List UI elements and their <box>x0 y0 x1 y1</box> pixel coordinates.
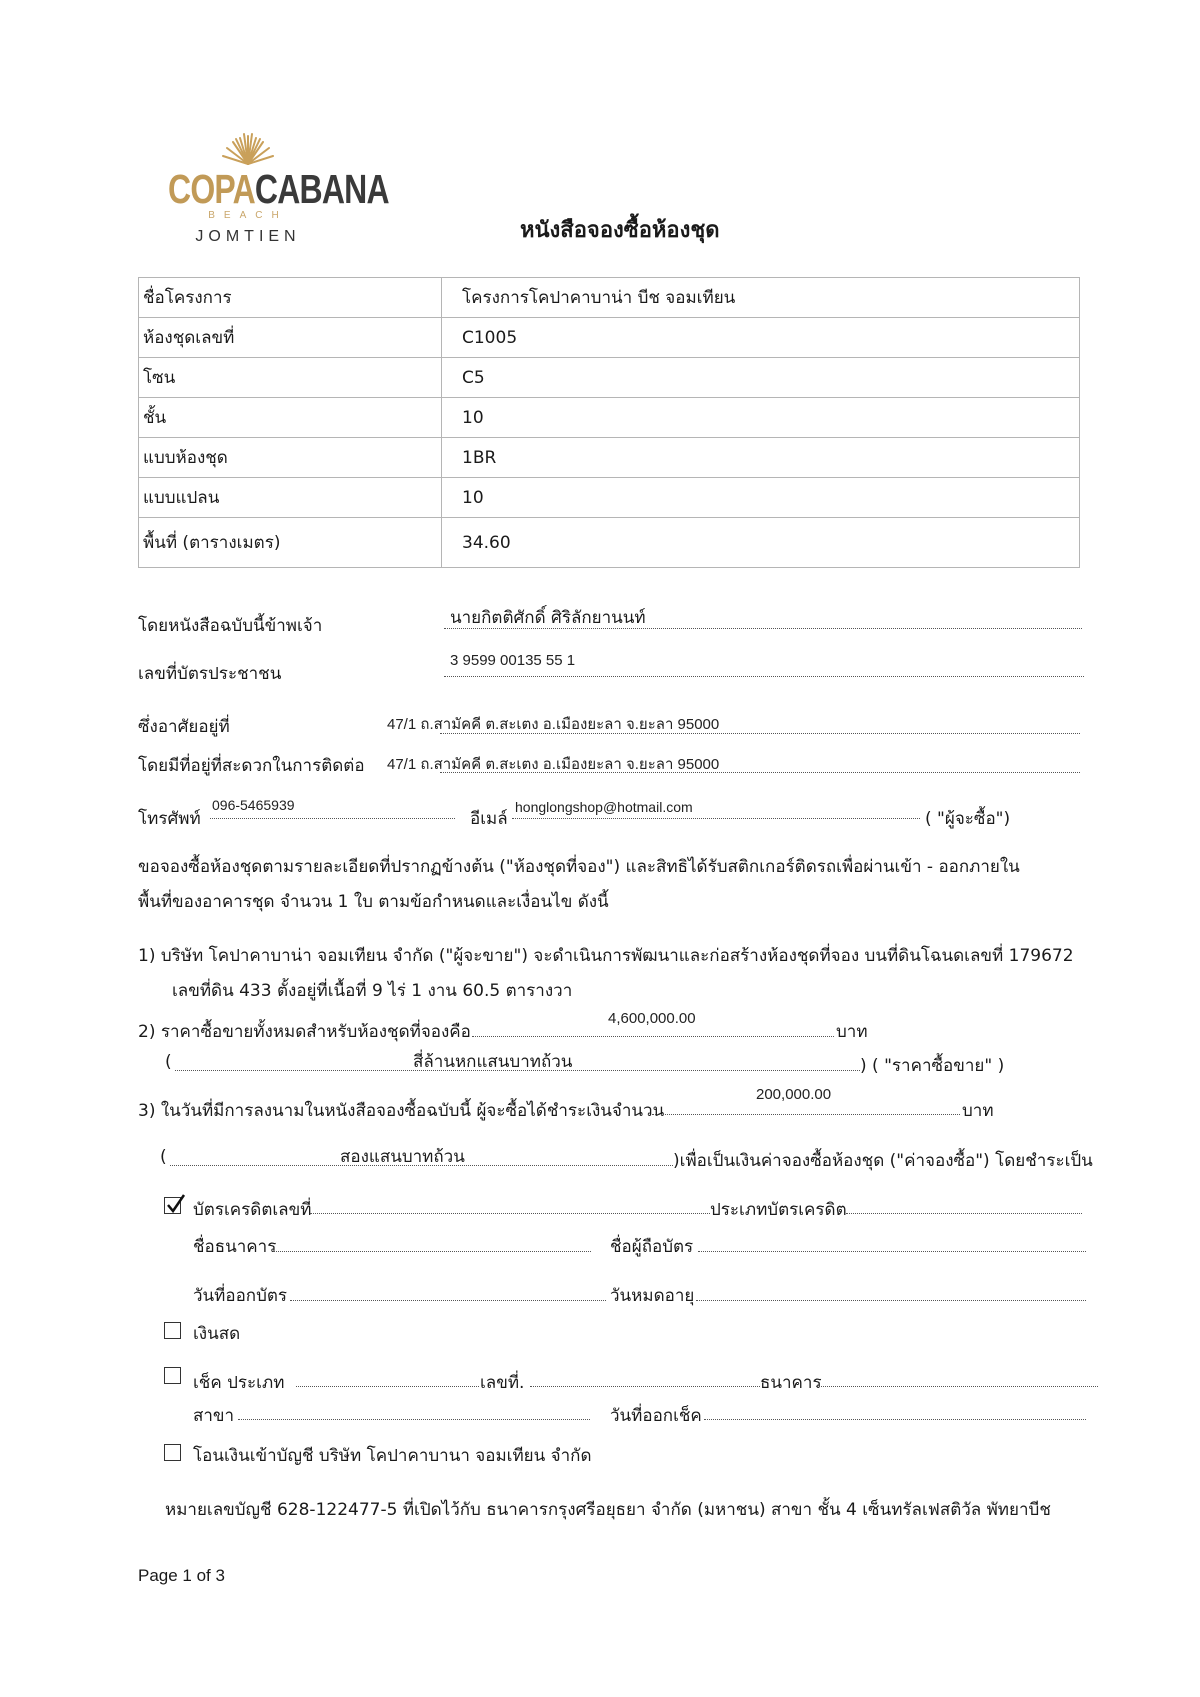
email-dotted-line <box>512 818 920 819</box>
cheque-checkbox[interactable] <box>164 1367 181 1384</box>
unit-info-table <box>138 277 1080 568</box>
row-label: ห้องชุดเลขที่ <box>139 318 442 358</box>
bank-name-field[interactable] <box>273 1251 591 1252</box>
bank-name-label: ชื่อธนาคาร <box>193 1237 277 1257</box>
contact-address-label: โดยมีที่อยู่ที่สะดวกในการติดต่อ <box>138 756 365 776</box>
deposit-amount: 200,000.00 <box>756 1086 832 1103</box>
credit-card-label: บัตรเครดิตเลขที่ <box>193 1200 312 1220</box>
cheque-bank-label: ธนาคาร <box>760 1373 822 1393</box>
card-number-field[interactable] <box>310 1213 710 1214</box>
cash-label: เงินสด <box>193 1324 241 1344</box>
total-price-amount: 4,600,000.00 <box>608 1010 696 1027</box>
cheque-branch-field[interactable] <box>238 1419 590 1420</box>
row-value: โครงการโคปาคาบาน่า บีช จอมเทียน <box>442 278 1080 318</box>
card-issue-date-field[interactable] <box>290 1300 606 1301</box>
phone-dotted-line <box>210 818 455 819</box>
table-row <box>139 318 1080 358</box>
contact-address-dotted-line <box>440 772 1080 773</box>
logo-location-text: JOMTIEN <box>195 228 301 245</box>
bank-account-note: หมายเลขบัญชี 628-122477-5 ที่เปิดไว้กับ ธนาคารกรุงศรีอยุธยา จำกัด (มหาชน) สาขา ชั้น 4 เซ็นทรัลเฟสติวัล พัทยาบีช <box>165 1500 1051 1520</box>
credit-card-checkbox[interactable] <box>164 1197 181 1214</box>
card-expiry-label: วันหมดอายุ <box>610 1286 695 1306</box>
card-type-label: ประเภทบัตรเครดิต <box>710 1200 847 1220</box>
buyer-name-value: นายกิตติศักดิ์ ศิริลักยานนท์ <box>450 608 646 628</box>
cheque-branch-label: สาขา <box>193 1406 235 1426</box>
address-dotted-line <box>440 733 1080 734</box>
row-value: 1BR <box>442 438 1080 478</box>
id-card-dotted-line <box>444 676 1084 677</box>
row-label: โซน <box>139 358 442 398</box>
deposit-dotted-line <box>652 1114 960 1115</box>
deposit-purpose-text: )เพื่อเป็นเงินค่าจองซื้อห้องชุด ("ค่าจองซื้อ") โดยชำระเป็น <box>673 1151 1093 1171</box>
id-card-value: 3 9599 00135 55 1 <box>450 652 576 669</box>
checkmark-icon <box>166 1193 186 1215</box>
address-label: ซึ่งอาศัยอยู่ที่ <box>138 717 230 737</box>
phone-label: โทรศัพท์ <box>138 809 201 829</box>
card-holder-label: ชื่อผู้ถือบัตร <box>610 1237 694 1257</box>
deposit-words: สองแสนบาทถ้วน <box>340 1147 465 1167</box>
card-expiry-field[interactable] <box>696 1300 1086 1301</box>
price-words-open: ( <box>165 1052 172 1072</box>
card-holder-field[interactable] <box>698 1251 1086 1252</box>
phone-value: 096-5465939 <box>212 797 295 813</box>
card-issue-date-label: วันที่ออกบัตร <box>193 1286 288 1306</box>
intro-line-1: ขอจองซื้อห้องชุดตามรายละเอียดที่ปรากฏข้างต้น ("ห้องชุดที่จอง") และสิทธิได้รับสติกเกอร์ติดรถเพื่อผ่านเข้า - ออกภายใน <box>138 857 1020 877</box>
cheque-number-field[interactable] <box>530 1386 760 1387</box>
page-number: Page 1 of 3 <box>138 1566 225 1585</box>
row-value: C5 <box>442 358 1080 398</box>
transfer-label: โอนเงินเข้าบัญชี บริษัท โคปาคาบานา จอมเทียน จำกัด <box>193 1446 592 1466</box>
logo-beach-text: BEACH <box>208 210 288 221</box>
table-row <box>139 358 1080 398</box>
address-value: 47/1 ถ.สามัคคี ต.สะเตง อ.เมืองยะลา จ.ยะลา 95000 <box>387 716 720 733</box>
sunburst-logo-icon <box>218 130 278 166</box>
row-value: 10 <box>442 478 1080 518</box>
cheque-date-label: วันที่ออกเช็ค <box>610 1406 702 1426</box>
deposit-unit: บาท <box>962 1101 994 1121</box>
transfer-checkbox[interactable] <box>164 1444 181 1461</box>
row-label: ชั้น <box>139 398 442 438</box>
row-label: แบบแปลน <box>139 478 442 518</box>
cheque-date-field[interactable] <box>704 1419 1086 1420</box>
row-value: C1005 <box>442 318 1080 358</box>
cash-checkbox[interactable] <box>164 1322 181 1339</box>
total-price-words: สี่ล้านหกแสนบาทถ้วน <box>413 1052 573 1072</box>
row-label: พื้นที่ (ตารางเมตร) <box>139 518 442 568</box>
email-label: อีเมล์ <box>470 809 508 829</box>
deposit-words-open: ( <box>160 1147 167 1167</box>
buyer-name-label: โดยหนังสือฉบับนี้ข้าพเจ้า <box>138 616 323 636</box>
card-type-field[interactable] <box>846 1213 1082 1214</box>
row-value: 34.60 <box>442 518 1080 568</box>
row-label: ชื่อโครงการ <box>139 278 442 318</box>
cheque-bank-field[interactable] <box>816 1386 1098 1387</box>
table-row <box>139 278 1080 318</box>
company-logo <box>168 130 389 250</box>
id-card-label: เลขที่บัตรประชาชน <box>138 664 282 684</box>
cheque-type-label: เช็ค ประเภท <box>193 1373 285 1393</box>
clause-3-prefix: 3) ในวันที่มีการลงนามในหนังสือจองซื้อฉบับนี้ ผู้จะซื้อได้ชำระเงินจำนวน <box>138 1101 665 1121</box>
table-row <box>139 438 1080 478</box>
email-value: honglongshop@hotmail.com <box>515 799 693 815</box>
clause-1-line-2: เลขที่ดิน 433 ตั้งอยู่ที่เนื้อที่ 9 ไร่ 1 งาน 60.5 ตารางวา <box>172 981 573 1001</box>
cheque-type-field[interactable] <box>296 1386 479 1387</box>
cheque-number-label: เลขที่. <box>480 1373 525 1393</box>
price-words-suffix: ) ( "ราคาซื้อขาย" ) <box>860 1056 1005 1076</box>
buyer-name-dotted-line <box>444 628 1082 629</box>
logo-wordmark: COPACABANA <box>168 166 389 212</box>
clause-1-line-1: 1) บริษัท โคปาคาบาน่า จอมเทียน จำกัด ("ผู้จะขาย") จะดำเนินการพัฒนาและก่อสร้างห้องชุดที่จอง บนที่ดินโฉนดเลขที่ 179672 <box>138 946 1074 966</box>
table-row <box>139 478 1080 518</box>
contact-address-value: 47/1 ถ.สามัคคี ต.สะเตง อ.เมืองยะลา จ.ยะลา 95000 <box>387 756 720 773</box>
price-dotted-line <box>472 1036 834 1037</box>
intro-line-2: พื้นที่ของอาคารชุด จำนวน 1 ใบ ตามข้อกำหนดและเงื่อนไข ดังนี้ <box>138 892 609 912</box>
price-unit: บาท <box>836 1022 868 1042</box>
row-value: 10 <box>442 398 1080 438</box>
clause-2-prefix: 2) ราคาซื้อขายทั้งหมดสำหรับห้องชุดที่จองคือ <box>138 1022 471 1042</box>
table-row <box>139 518 1080 568</box>
document-title: หนังสือจองซื้อห้องชุด <box>520 218 720 243</box>
buyer-designation: ( "ผู้จะซื้อ") <box>925 809 1011 829</box>
row-label: แบบห้องชุด <box>139 438 442 478</box>
table-row <box>139 398 1080 438</box>
